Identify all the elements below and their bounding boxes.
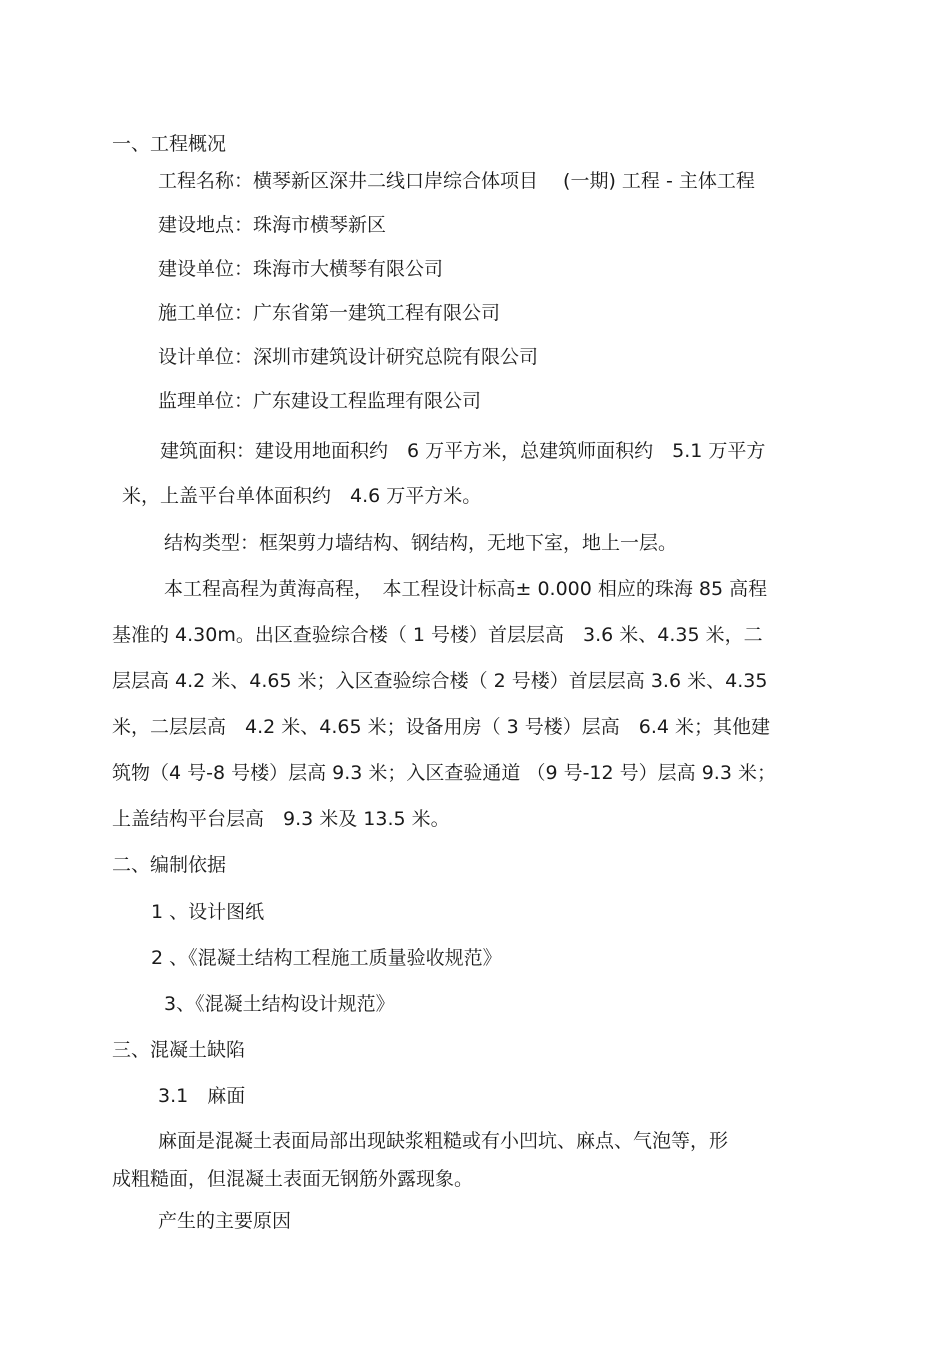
section-heading-overview: 一、工程概况 <box>112 133 227 155</box>
subsection-heading-pitting: 3.1 麻面 <box>158 1085 246 1107</box>
elevation-paragraph-line: 上盖结构平台层高 9.3 米及 13.5 米。 <box>112 808 450 830</box>
contractor-line: 施工单位：广东省第一建筑工程有限公司 <box>158 302 501 324</box>
causes-heading: 产生的主要原因 <box>158 1210 292 1232</box>
elevation-paragraph-line: 层层高 4.2 米、4.65 米；入区查验综合楼（ 2 号楼）首层层高 3.6 米、4.35 <box>112 670 768 692</box>
elevation-paragraph-line: 基准的 4.30m。出区查验综合楼（ 1 号楼）首层层高 3.6 米、4.35 米，二 <box>112 624 763 646</box>
pitting-paragraph-line: 成粗糙面，但混凝土表面无钢筋外露现象。 <box>112 1168 474 1190</box>
basis-list-item: 1 、设计图纸 <box>151 901 265 923</box>
elevation-paragraph-line: 米，二层层高 4.2 米、4.65 米；设备用房（ 3 号楼）层高 6.4 米；其他建 <box>112 716 771 738</box>
section-heading-defects: 三、混凝土缺陷 <box>112 1039 246 1061</box>
designer-line: 设计单位：深圳市建筑设计研究总院有限公司 <box>158 346 539 368</box>
basis-list-item: 2 、《混凝土结构工程施工质量验收规范》 <box>151 947 502 969</box>
location-line: 建设地点：珠海市横琴新区 <box>158 214 387 236</box>
area-paragraph-line: 建筑面积：建设用地面积约 6 万平方米，总建筑师面积约 5.1 万平方 <box>160 440 766 462</box>
elevation-paragraph-line: 本工程高程为黄海高程， 本工程设计标高± 0.000 相应的珠海 85 高程 <box>164 578 768 600</box>
elevation-paragraph-line: 筑物（4 号-8 号楼）层高 9.3 米；入区查验通道 （9 号-12 号）层高 9.3 米； <box>112 762 776 784</box>
area-paragraph-line: 米，上盖平台单体面积约 4.6 万平方米。 <box>122 485 482 507</box>
section-heading-basis: 二、编制依据 <box>112 854 227 876</box>
structure-type-line: 结构类型：框架剪力墙结构、钢结构，无地下室，地上一层。 <box>164 532 678 554</box>
supervisor-line: 监理单位：广东建设工程监理有限公司 <box>158 390 482 412</box>
owner-line: 建设单位：珠海市大横琴有限公司 <box>158 258 444 280</box>
project-name-line: 工程名称：横琴新区深井二线口岸综合体项目 (一期) 工程 - 主体工程 <box>158 170 755 192</box>
basis-list-item: 3、《混凝土结构设计规范》 <box>164 993 395 1015</box>
pitting-paragraph-line: 麻面是混凝土表面局部出现缺浆粗糙或有小凹坑、麻点、气泡等，形 <box>158 1130 729 1152</box>
